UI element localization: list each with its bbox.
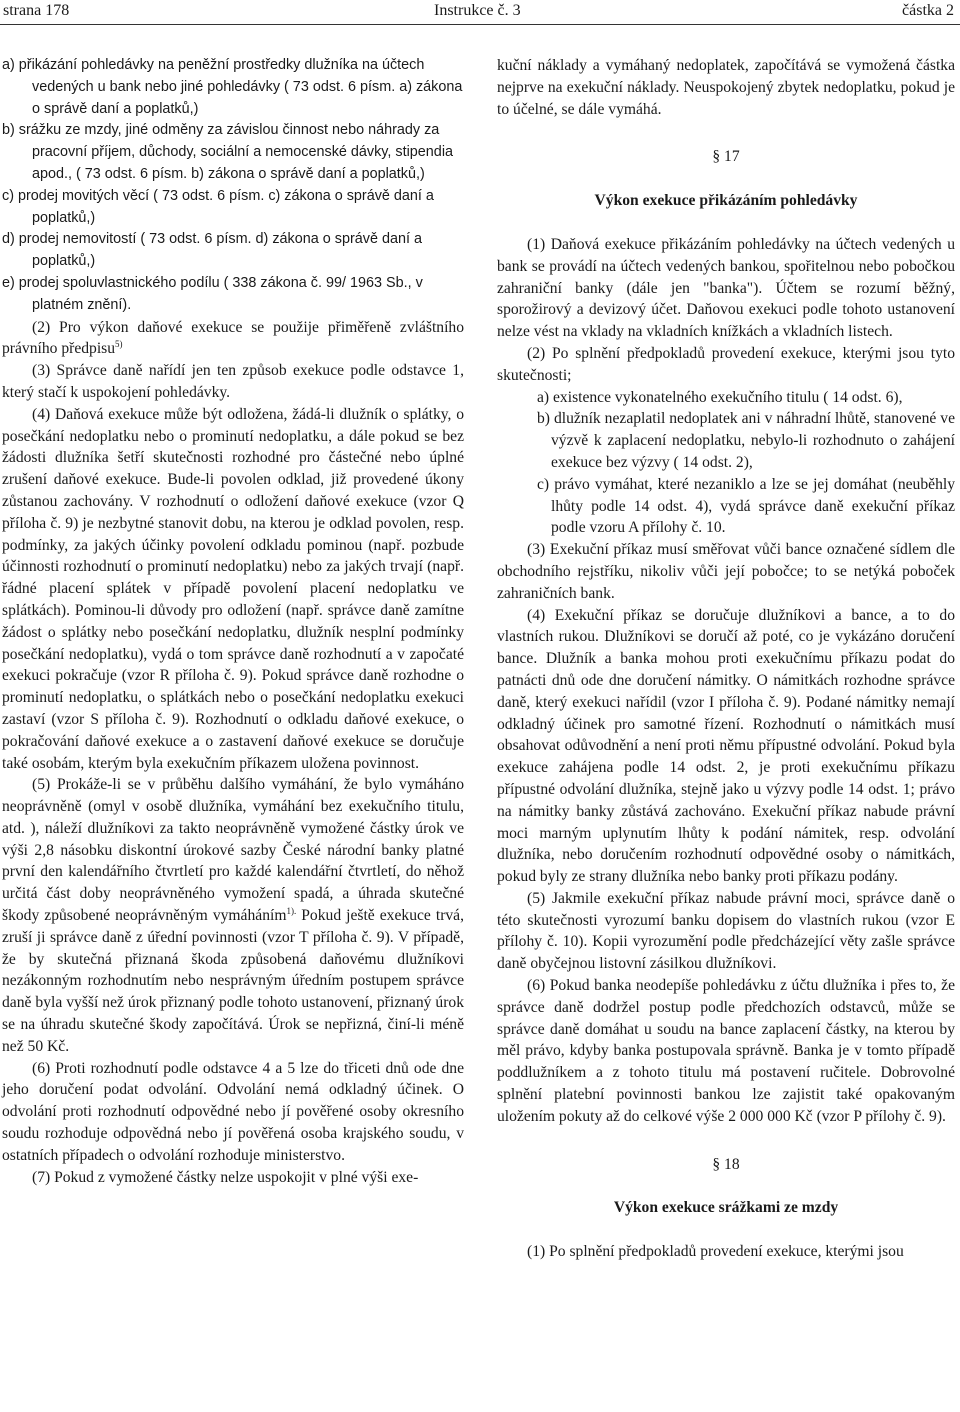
list-item: b) srážku ze mzdy, jiné odměny za závislou činnost nebo náhrady za pracovní příjem, důchody, sociální a nemocenské dávky, stipendia apod., ( 73 odst. 6 písm. b) zákona o správě daní a poplatků,) xyxy=(2,122,454,182)
paragraph-6: (6) Proti rozhodnutí podle odstavce 4 a 5 lze do třiceti dnů ode dne jeho doručení podat odvolání. Odvolání nemá odkladný účinek. O odvolání proti rozhodnutí odpovědné nebo jí pověřené osoby okresního soudu rozhoduje odpovědná nebo jí pověřená osoba krajského soudu, v ostatních případech o odvolání rozhoduje ministerstvo. xyxy=(2,1059,464,1164)
s17-paragraph-2: (2) Po splnění předpokladů provedení exekuce, kterými jsou tyto skutečnosti; xyxy=(497,344,955,384)
s17-paragraph-5: (5) Jakmile exekuční příkaz nabude právní moci, správce daně o této skutečnosti vyrozumí banku dopisem do vlastních rukou (vzor E přílohy č. 10). Kopii vyrozumění podle předcházející věty zašle správce daně obyčejnou listovní zásilkou dlužníkovi. xyxy=(497,889,955,973)
list-item: b) dlužník nezaplatil nedoplatek ani v náhradní lhůtě, stanovené ve výzvě k zaplacení nedoplatku, nebylo-li rozhodnuto o zahájení exekuce bez výzvy ( 14 odst. 2), xyxy=(537,410,955,471)
section-18-title: Výkon exekuce srážkami ze mzdy xyxy=(613,1199,839,1217)
list-item: a) existence vykonatelného exekučního titulu ( 14 odst. 6), xyxy=(537,388,903,406)
section-18-number: § 18 xyxy=(712,1155,740,1173)
s17-paragraph-6: (6) Pokud banka neodepíše pohledávku z účtu dlužníka i přes to, že správce daně dodržel postup podle předchozích odstavců, může se správce daně domáhat u soudu na bance zaplacení částky, na kterou by měl právo, kdyby banka postupovala správně. Banka je v tomto případě poddlužníkem a z tohoto titulu má postavení ručitele. Dobrovolné splnění platební povinnosti bankou lze zajistit také opakovaným uložením pokuty až do celkové výše 2 000 000 Kč (vzor P přílohy č. 9). xyxy=(497,977,955,1125)
paragraph-text: Pokud ještě exekuce trvá, zruší ji správce daně z úřední povinnosti (vzor T příloha č. 9). V případě, že by skutečná přiznaná škoda způsobená daňovému dlužníkovi nezákonným rozhodnutím nebo nesprávným úředním postupem správce daně byla vyšší než úrok přiznaný podle tohoto ustanovení, přiznaný úrok se na úhradu skutečné škody započítává. Úrok se nepřizná, činí-li méně než 50 Kč. xyxy=(2,907,465,1055)
paragraph-4: (4) Daňová exekuce může být odložena, žádá-li dlužník o splátky, o posečkání nedoplatku nebo o prominutí nedoplatku, a dále pokud se bez žádosti dlužníka šetří skutečnosti rozhodné pro částečné nebo úplné zrušení daňové exekuce. Bude-li povolen odklad, již provedené úkony zůstanou zachovány. V rozhodnutí o odložení daňové exekuce (vzor Q příloha č. 9) je nezbytné stanovit dobu, na kterou je odklad povolen, resp. podmínky, za jakých účinky povolení odkladu pominou (např. pozbude účinnosti rozhodnutí o prominutí nedoplatku) nebo za jakých trvají (např. řádné placení splátek v případě povolení placení nedoplatku ve splátkách). Pominou-li důvody pro odložení (např. správce daně zamítne žádost o splátky nebo posečkání nedoplatku, dlužník nesplní podmínky posečkání nedoplatku), vydá o tom správce daně rozhodnutí a v započaté exekuci pokračuje (vzor R příloha č. 9). Pokud správce daně rozhodne o prominutí nedoplatku, o splátkách nebo o posečkání nedoplatku exekuci zastaví (vzor S příloha č. 9). Rozhodnutí o odkladu daňové exekuce, o pokračování daňové exekuce a o zastavení daňové exekuce se doručuje také osobám, kterým byla exekučním příkazem uložena povinnost. xyxy=(2,405,464,772)
list-item: e) prodej spoluvlastnického podílu ( 338 zákona č. 99/ 1963 Sb., v platném znění). xyxy=(2,274,423,313)
part-number: částka 2 xyxy=(902,2,954,19)
section-17-number: § 17 xyxy=(712,148,740,166)
document-title: Instrukce č. 3 xyxy=(434,2,521,19)
page-number: strana 178 xyxy=(3,2,70,19)
section-number-text: 18 xyxy=(724,1155,740,1173)
s18-paragraph-1: (1) Po splnění předpokladů provedení exekuce, kterými jsou xyxy=(527,1243,904,1261)
section-17-title: Výkon exekuce přikázáním pohledávky xyxy=(594,192,858,210)
footnote-ref: 1). xyxy=(286,905,297,916)
paragraph-7: (7) Pokud z vymožené částky nelze uspokojit v plné výši exe- xyxy=(32,1168,419,1186)
list-item: d) prodej nemovitostí ( 73 odst. 6 písm. d) zákona o správě daní a poplatků,) xyxy=(2,231,422,270)
paragraph-2 xyxy=(2,317,464,361)
s17-paragraph-1: (1) Daňová exekuce přikázáním pohledávky na účtech vedených u bank se provádí na účtech vedených bankou, spořitelnou nebo pobočkou zahraniční banky (dále jen "banka"). Účtem se rozumí běžný, sporožirový a devizový účet. Daňovou exekuci podle tohoto ustanovení nelze vést na vklady na vkladních knížkách a vkladních listech. xyxy=(497,235,955,341)
paragraph-text: (2) Pro výkon daňové exekuce se použije přiměřeně zvláštního právního předpisu xyxy=(2,318,464,358)
paragraph-5 xyxy=(2,774,464,1057)
left-column xyxy=(2,55,464,1188)
header-rule xyxy=(0,24,960,25)
paragraph-3: (3) Správce daně nařídí jen ten způsob exekuce podle odstavce 1, který stačí k uspokojení pohledávky. xyxy=(2,362,464,401)
right-column xyxy=(497,55,955,1263)
list-item: c) prodej movitých věcí ( 73 odst. 6 písm. c) zákona o správě daní a poplatků,) xyxy=(2,187,434,226)
section-number-text: 17 xyxy=(724,148,740,166)
list-item: c) právo vymáhat, které nezaniklo a lze se jej domáhat (neuběhly lhůty podle 14 odst. 4), vydá správce daně exekuční příkaz podle vzoru A přílohy č. 10. xyxy=(537,475,955,537)
s17-paragraph-4: (4) Exekuční příkaz se doručuje dlužníkovi a bance, a to do vlastních rukou. Dlužníkovi se doručí až poté, co je vykázáno doručení bance. Dlužník a banka mohou proti exekučnímu příkazu podat do patnácti dnů ode dne doručení námitky. O námitkách rozhodne správce daně, který exekuci nařídil (vzor I příloha č. 9). Podané námitky nemají odkladný účinek pro samotné řízení. Rozhodnutí o námitkách musí obsahovat odůvodnění a není proti němu přípustné odvolání. Pokud byla exekuce zahájena podle 14 odst. 2, je proti exekučnímu příkazu přípustné odvolání dlužníka, stejně jako u výzvy podle 14 odst. 1; právo na námitky banky zůstává zachováno. Exekuční příkaz nabude právní moci marným uplynutím lhůty k podání námitek, resp. odvolání dlužníka, nebo doručením rozhodnutí odpovědné osoby o námitkách, pokud byly ze strany dlužníka nebo banky proti příkazu podány. xyxy=(497,606,955,886)
paragraph-text: (5) Prokáže-li se v průběhu dalšího vymáhání, že bylo vymáháno neoprávněně (omyl v osobě dlužníka, vymáhání bez exekučního titulu, atd. ), náleží dlužníkovi za takto neoprávněně vymožené částky úrok ve výši 2,8 násobku diskontní úrokové sazby České národní banky platné první den kalendářního čtvrtletí pro každé kalendářní čtvrtletí, do něhož určitá část doby neoprávněného vymožení spadá, a úhrada skutečné škody způsobené neoprávněným vymáháním xyxy=(2,776,464,925)
paragraph-continued: kuční náklady a vymáhaný nedoplatek, započítává se vymožená částka nejprve na exekuční náklady. Neuspokojený zbytek nedoplatku, pokud je to účelné, se dále vymáhá. xyxy=(497,57,955,118)
s17-paragraph-3: (3) Exekuční příkaz musí směřovat vůči bance označené sídlem dle obchodního rejstříku, nikoliv vůči její pobočce; to se netýká poboček zahraničních bank. xyxy=(497,541,955,602)
page-header xyxy=(0,0,960,26)
footnote-ref: 5) xyxy=(115,339,123,350)
list-item: a) přikázání pohledávky na peněžní prostředky dlužníka na účtech vedených u bank nebo jiné pohledávky ( 73 odst. 6 písm. a) zákona o správě daní a poplatků,) xyxy=(2,57,463,117)
